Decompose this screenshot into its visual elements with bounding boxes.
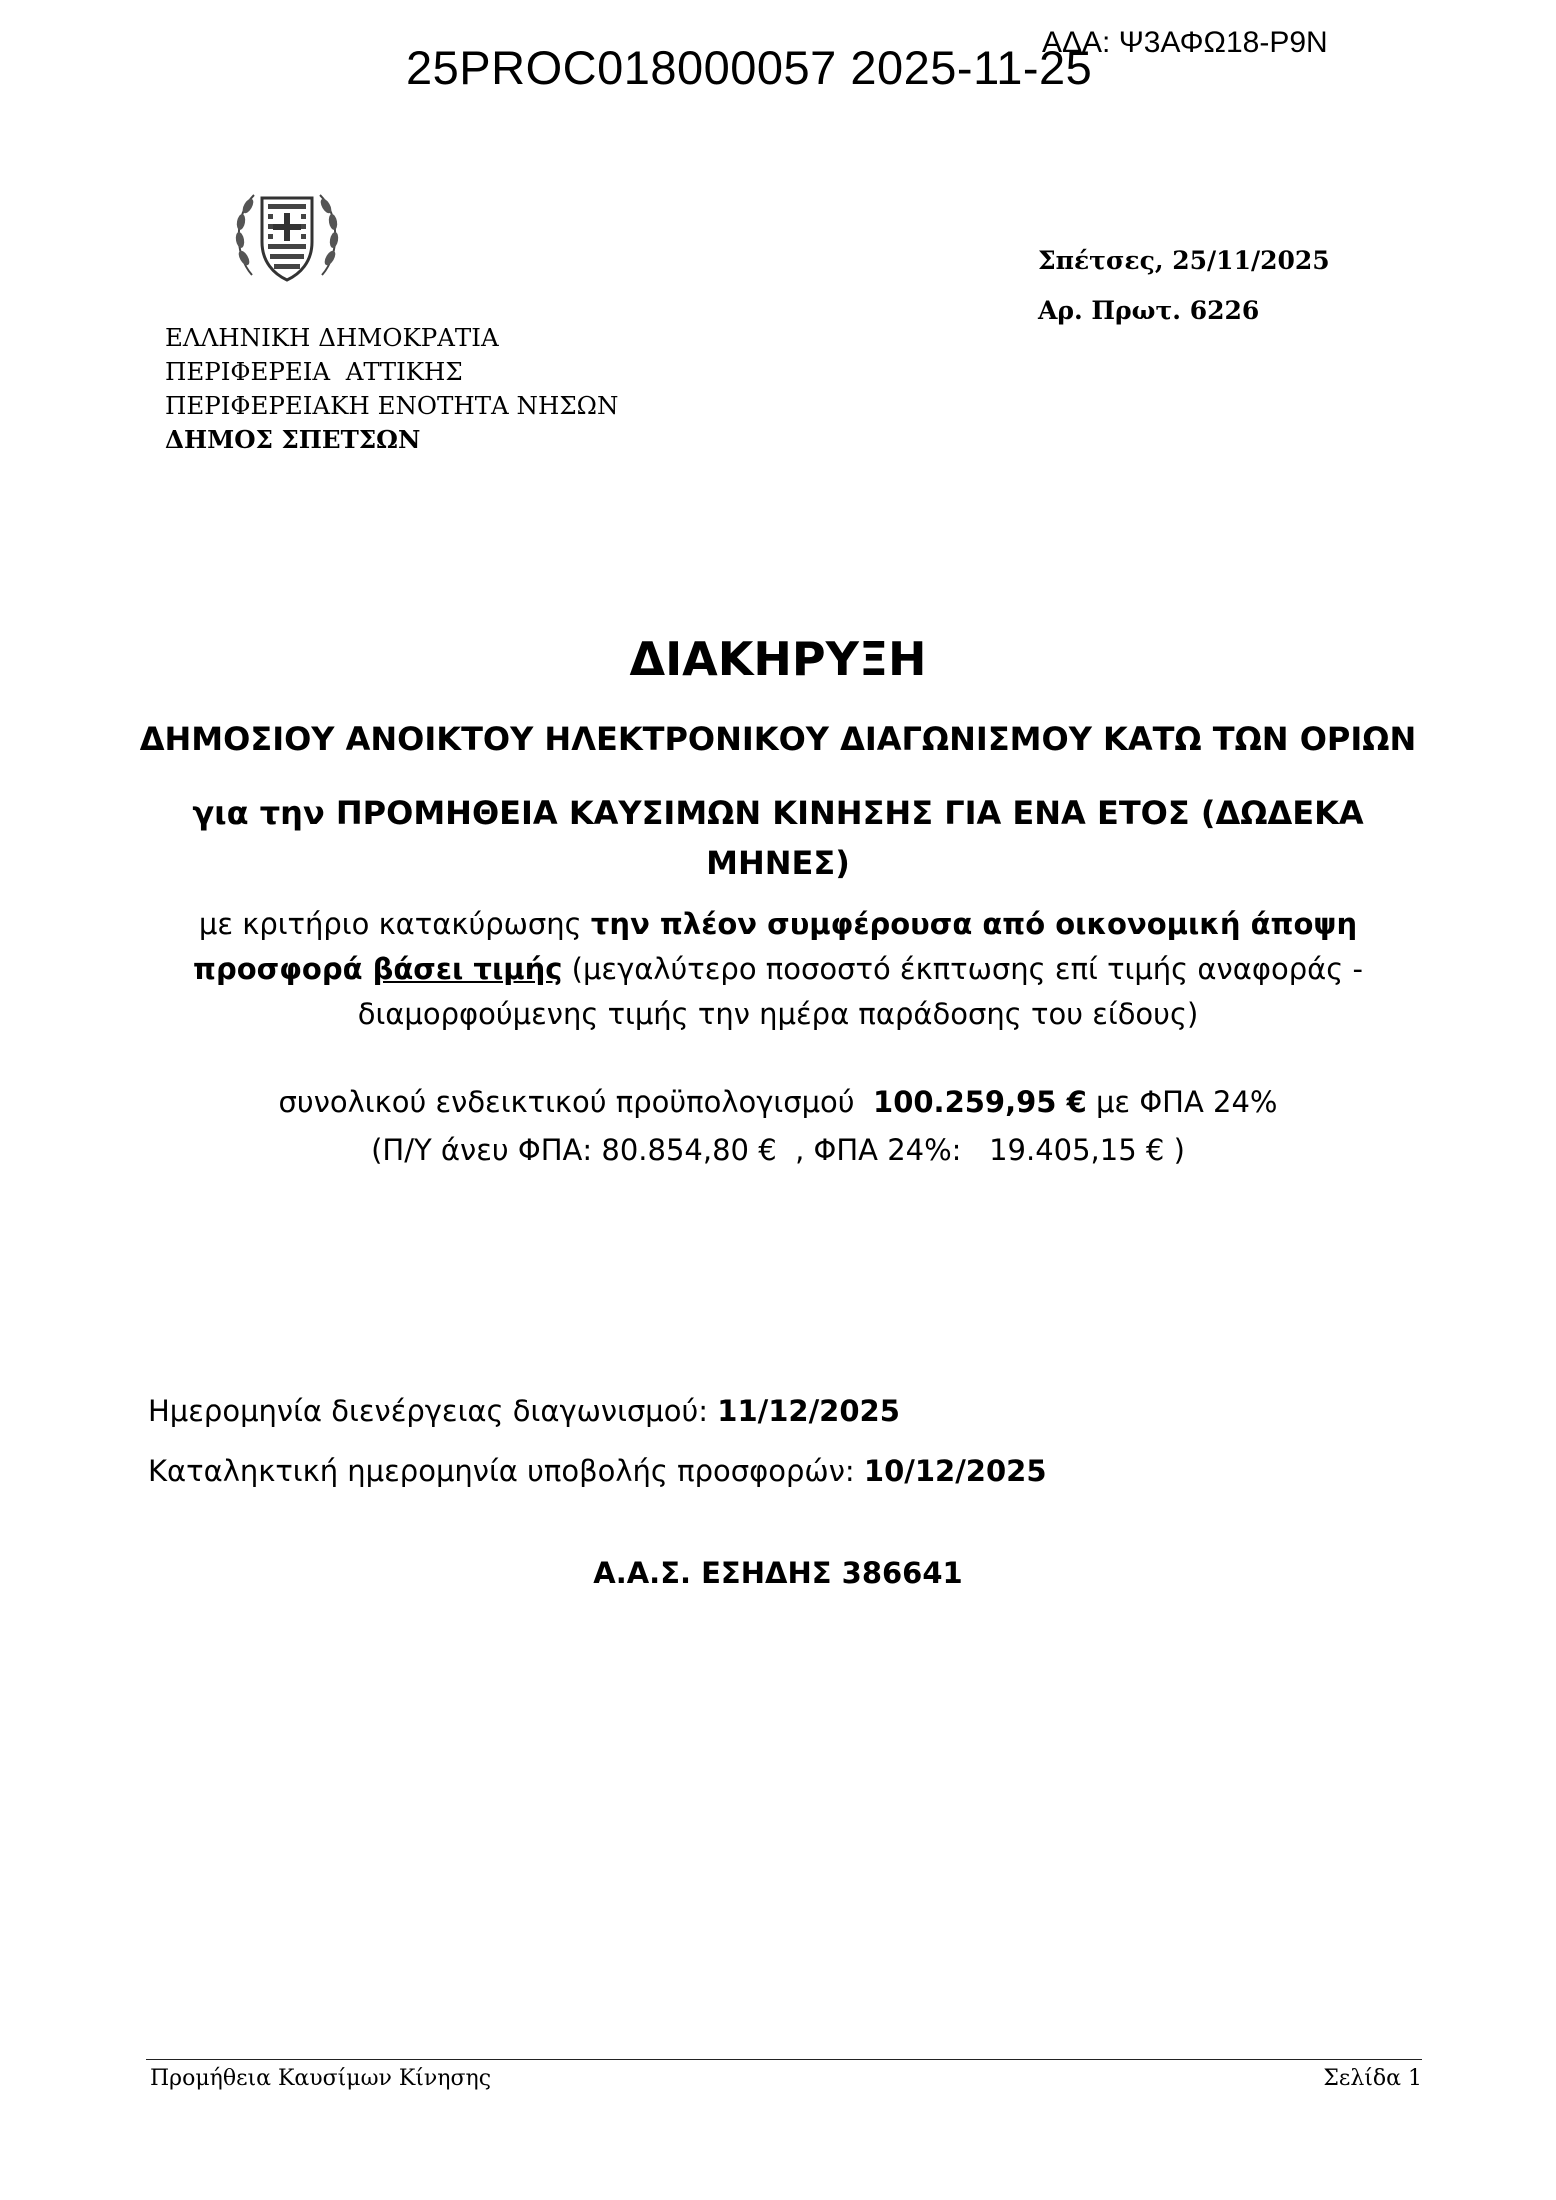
budget-lead: συνολικού ενδεικτικού προϋπολογισμού — [278, 1085, 874, 1119]
procurement-id-stamp: 25PROC018000057 2025-11-25 — [406, 41, 1093, 94]
document-title: ΔΙΑΚΗΡΥΞΗ — [629, 632, 927, 686]
budget-vat-note: με ΦΠΑ 24% — [1086, 1085, 1278, 1119]
criterion-offer: προσφορά — [193, 952, 373, 986]
procurement-subject-line1: για την ΠΡΟΜΗΘΕΙΑ ΚΑΥΣΙΜΩΝ ΚΙΝΗΣΗΣ ΓΙΑ ΕΝΑ ΕΤΟΣ (ΔΩΔΕΚΑ — [192, 794, 1364, 832]
budget-line1 — [130, 1078, 1426, 1126]
procurement-subject-line2: ΜΗΝΕΣ) — [706, 844, 850, 882]
ada-stamp: ΑΔΑ: Ψ3ΑΦΩ18-Ρ9Ν — [1042, 26, 1328, 59]
conduct-date-label: Ημερομηνία διενέργειας διαγωνισμού: — [148, 1394, 718, 1428]
conduct-date-value: 11/12/2025 — [717, 1394, 900, 1428]
authority-line-region: ΠΕΡΙΦΕΡΕΙΑ ΑΤΤΙΚΗΣ — [165, 357, 463, 386]
criterion-line1 — [130, 902, 1426, 947]
criterion-line3: διαμορφούμενης τιμής την ημέρα παράδοσης του είδους) — [357, 997, 1199, 1031]
budget-breakdown: (Π/Υ άνευ ΦΠΑ: 80.854,80 € , ΦΠΑ 24%: 19.405,15 € ) — [371, 1133, 1185, 1167]
footer-page-number: Σελίδα 1 — [1323, 2066, 1422, 2091]
criterion-lead: με κριτήριο κατακύρωσης — [198, 907, 591, 941]
issuing-authority — [165, 321, 618, 457]
criterion-line2 — [130, 947, 1426, 992]
procurement-subject — [130, 788, 1426, 888]
conduct-date-line — [148, 1381, 1047, 1441]
budget-amount: 100.259,95 € — [873, 1085, 1087, 1119]
criterion-bold-phrase: την πλέον συμφέρουσα από οικονομική άποψη — [590, 907, 1358, 941]
deadline-date-line — [148, 1441, 1047, 1501]
criterion-discount-note: (μεγαλύτερο ποσοστό έκπτωσης επί τιμής αναφοράς - — [562, 952, 1363, 986]
deadline-date-value: 10/12/2025 — [863, 1454, 1047, 1488]
place-date: Σπέτσες, 25/11/2025 — [1038, 246, 1330, 275]
greek-coat-of-arms-icon — [232, 180, 342, 290]
award-criterion — [130, 902, 1426, 1037]
budget-block — [130, 1078, 1426, 1174]
esidis-system-number: Α.Α.Σ. ΕΣΗΔΗΣ 386641 — [593, 1556, 963, 1590]
authority-line-republic: ΕΛΛΗΝΙΚΗ ΔΗΜΟΚΡΑΤΙΑ — [165, 323, 499, 352]
document-subtitle: ΔΗΜΟΣΙΟΥ ΑΝΟΙΚΤΟΥ ΗΛΕΚΤΡΟΝΙΚΟΥ ΔΙΑΓΩΝΙΣΜΟΥ ΚΑΤΩ ΤΩΝ ΟΡΙΩΝ — [139, 720, 1417, 758]
criterion-price-basis: βάσει τιμής — [372, 952, 563, 986]
protocol-number: Αρ. Πρωτ. 6226 — [1038, 296, 1260, 325]
footer-document-name: Προμήθεια Καυσίμων Κίνησης — [150, 2066, 492, 2091]
footer-divider — [146, 2059, 1422, 2060]
tender-dates — [148, 1381, 1047, 1501]
authority-line-regional-unit: ΠΕΡΙΦΕΡΕΙΑΚΗ ΕΝΟΤΗΤΑ ΝΗΣΩΝ — [165, 391, 619, 420]
deadline-date-label: Καταληκτική ημερομηνία υποβολής προσφορών: — [148, 1454, 864, 1488]
date-protocol-block — [1038, 236, 1330, 336]
authority-line-municipality: ΔΗΜΟΣ ΣΠΕΤΣΩΝ — [165, 425, 421, 454]
